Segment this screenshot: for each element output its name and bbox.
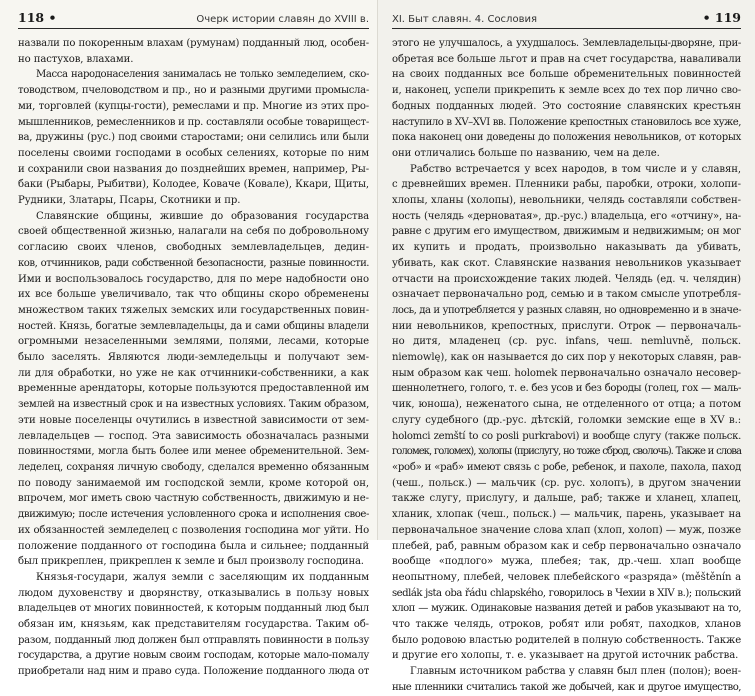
text-line: Князья-государи, жалуя земли с заселяющим их подданным: [36, 571, 369, 583]
text-line: также слугу, прислугу, и дальше, раб; также и хланец, хлапец,: [392, 493, 741, 505]
text-line: наступило в XV–XVI вв. Положение крепостных становилось все хуже,: [392, 116, 741, 128]
text-line: было заселять. Являются люди-земледельцы и получают зем-: [18, 352, 369, 364]
text-line: Рудники, Златары, Псары, Скотники и пр.: [18, 195, 241, 207]
text-line: был прикреплен, прикреплен к земле и был произволу господина.: [18, 556, 364, 568]
text-line: землей на известный срок и на известных условиях. Таким образом,: [18, 399, 369, 411]
left-page: [0, 0, 377, 678]
text-line: что также челядь, отроков, робят или робят, паходков, хланов: [392, 619, 741, 631]
text-line: и, наконец, успели прикрепить к земле всех до тех пор лично сво-: [392, 85, 741, 97]
text-line: их все больше увеличивало, так что общины скоро обременены: [18, 289, 369, 301]
text-line: на своих подданных все больше обременительных повинностей: [392, 69, 741, 81]
right-page: [378, 0, 755, 693]
text-line: неопытному, плебей, человек плебейского «разряда» (měštěnín a: [392, 571, 741, 583]
text-line: плебей, раб, равным образом как и себр первоначально означало: [392, 540, 741, 552]
text-line: чик, юноша), неженатого сына, не отделенного от отца; а потом: [392, 399, 741, 411]
text-line: Главным источником рабства у славян был плен (полон); воен-: [410, 666, 741, 678]
left-running-head: Очерк истории славян до XVIII в.: [196, 14, 369, 25]
text-line: множеством таких тяжелых земских или государственных повин-: [18, 304, 369, 316]
text-line: ным образом как чеш. holomek первоначально означало несовер-: [392, 367, 741, 379]
text-line: с древнейших времен. Пленники рабы, паробки, отроки, холопи-: [392, 179, 741, 191]
text-line: товодством, пчеловодством и пр., но и разными другими промысла-: [18, 85, 369, 97]
text-line: убивать, как скот. Славянские названия невольников указывает: [392, 257, 741, 269]
text-line: sedlák jsta oba řádu chlapského, говорилось в Чехии в XIV в.); польский: [392, 587, 741, 599]
text-line: хлопы, хланы (холопы), невольники, челядь составляли собствен-: [392, 195, 741, 207]
text-line: людом духовенству и дворянству, отказывались в пользу новых: [18, 587, 369, 599]
text-line: впрочем, мог иметь свою частную собственность, движимую и не-: [18, 493, 369, 505]
text-line: Масса народонаселения занималась не только земледелием, ско-: [36, 69, 369, 81]
text-line: их обязанностей земледелец с позволения господина мог уйти. Но: [18, 524, 369, 536]
text-line: своей общественной жизнью, налагали на себя по добровольному: [18, 226, 369, 238]
text-line: положение подданного от господина была и сильнее; подданный: [18, 540, 369, 552]
text-line: временные арендаторы, которые пользуются предоставленной им: [18, 383, 370, 395]
text-line: слугу судебного (др.-рус. дѣтскій, голомки земские еще в XV в.:: [392, 414, 741, 426]
text-line: было родовою властью родителей в полную собственность. Также: [392, 634, 742, 646]
text-line: ные пленники считались такой же добычей, как и другое имущество,: [392, 681, 741, 693]
right-page-body: [392, 36, 741, 696]
text-line: равне с другим его имуществом, движимым и недвижимым; он мог: [392, 226, 741, 238]
left-page-number: 118 •: [18, 10, 57, 25]
text-line: разом, подданный люд должен был отправлять повинности в пользу: [18, 634, 369, 646]
text-line: хланик, хлопак (чеш., польск.) — мальчик, парень, указывает на: [392, 509, 741, 521]
text-line: владельцев от многих повинностей, к которым подданный люд был: [18, 603, 369, 615]
left-page-header: [18, 10, 369, 29]
text-line: мышленников, ремесленников и пр. составляли особые товарищест-: [18, 116, 369, 128]
text-line: голомек, голомех), холопы (прислугу, но тоже сброд, сволочь). Также и слова: [392, 446, 741, 458]
text-line: ли для обработки, но уже не как отчинники-собственники, а как: [18, 367, 369, 379]
text-line: назвали по покоренным влахам (румунам) подданный люд, особен-: [18, 38, 369, 49]
text-line: ми, торговлей (купцы-гости), ремеслами и пр. Многие из этих про-: [18, 100, 369, 112]
text-line: эти новые поселенцы очутились в известной зависимости от зем-: [18, 414, 369, 426]
text-line: по поводу занимаемой им господской земли, кроме которой он,: [18, 477, 369, 489]
right-page-header: [392, 10, 741, 29]
text-line: пока наконец они доведены до положения невольников, от которых: [392, 132, 741, 144]
text-line: ва, дружины (рус.) под своими старостами; они селились или были: [18, 132, 369, 144]
text-line: шеннолетнего, голого, т. е. без усов и без бороды (голец, гох — маль-: [392, 383, 741, 395]
text-line: и сохранили свои названия до позднейших времен, например, Ры-: [18, 163, 370, 175]
text-line: Рабство встречается у всех народов, в том числе и у славян,: [410, 163, 741, 175]
text-line: государства, а другие новым своим господам, которые мало-помалу: [18, 650, 369, 662]
text-line: обязан им, князьям, как представителям государства. Таким об-: [18, 619, 369, 631]
text-line: их купить и продать, произвольно наказывать да убивать,: [392, 242, 741, 254]
text-line: бодных подданных людей. Это состояние славянских крестьян: [392, 100, 741, 112]
text-line: но пастухов, влахами.: [18, 53, 134, 65]
text-line: хлоп — мужик. Одинаковые названия детей и рабов указывают на то,: [392, 603, 741, 615]
text-line: баки (Рыбары, Рыбитви), Колодее, Коваче (Ковале), Ккари, Щиты,: [18, 179, 369, 191]
text-line: означает первоначально род, семью и в таком смысле употребля-: [392, 289, 741, 301]
text-line: ность (челядь «дерноватая», др.-рус.) владельца, его «отчину», на-: [392, 210, 741, 222]
text-line: (чеш., польск.) — мальчик (ср. рус. холопъ), в другом значении: [392, 477, 741, 489]
text-line: вообще «подлого» мужа, плебея; так, др.-чеш. хлап вообще: [392, 556, 741, 568]
text-line: ков, отчинников, ради собственной безопасности, разные повинности.: [18, 257, 369, 269]
right-running-head: XI. Быт славян. 4. Сословия: [392, 14, 537, 25]
text-line: «роб» и «раб» имеют связь с робе, ребенок, и пахоле, пахола, паход: [392, 461, 741, 473]
text-line: приобретали над ним и право суда. Положение подданного люда от: [18, 666, 369, 678]
text-line: поселены своими господами в особых селениях, которые по ним: [18, 147, 369, 159]
text-line: они отличались больше по названию, чем на деле.: [392, 147, 660, 159]
text-line: огромными незаселенными землями, полями, лесами, которые: [18, 336, 369, 348]
text-line: holomci zemští to co posli purkrabovi) и вообще слугу (также польск.: [392, 430, 741, 442]
text-line: нии невольников, крепостных, прислуги. Отрок — первоначаль-: [392, 320, 741, 332]
text-line: но дитя, младенец (ср. рус. infans, чеш. nemluvně, польск.: [392, 336, 741, 348]
text-line: леделец, сохраняя личную свободу, сделался временно обязанным: [18, 461, 369, 473]
text-line: и другие его холопы, т. е. указывает на другой источник рабства.: [392, 650, 739, 662]
text-line: лось, да и употребляется у разных славян, но одновременно и в значе-: [392, 304, 741, 316]
text-line: левладельцев — господ. Эта зависимость обозначалась разными: [18, 430, 369, 442]
text-line: повинностями, могла быть более или менее обременительной. Зем-: [18, 446, 369, 458]
text-line: первоначальное значение слова хлап (хлоп, холоп) — муж, позже: [392, 524, 741, 536]
left-page-body: [18, 36, 369, 680]
text-line: этого не улучшалось, а ухудшалось. Землевладельцы-дворяне, при-: [392, 38, 741, 49]
text-line: движимую; после истечения условленного срока и исполнения свое-: [18, 509, 369, 521]
text-line: согласию своих членов, свободных землевладельцев, дедин-: [18, 242, 369, 254]
right-page-number: • 119: [702, 10, 741, 25]
text-line: обретая все больше льгот и прав на счет государства, наваливали: [392, 53, 742, 65]
text-line: ностей. Князь, богатые землевладельцы, да и сами общины владели: [18, 320, 369, 332]
text-line: Ими и воспользовалось государство, для по мере надобности оно: [18, 273, 369, 285]
text-line: отчасти на происхождение таких людей. Челядь (ед. ч. челядин): [392, 273, 741, 285]
text-line: Славянские общины, жившие до образования государства: [36, 210, 369, 222]
text-line: niemowlę), как он называется до сих пор у некоторых славян, рав-: [392, 352, 742, 364]
